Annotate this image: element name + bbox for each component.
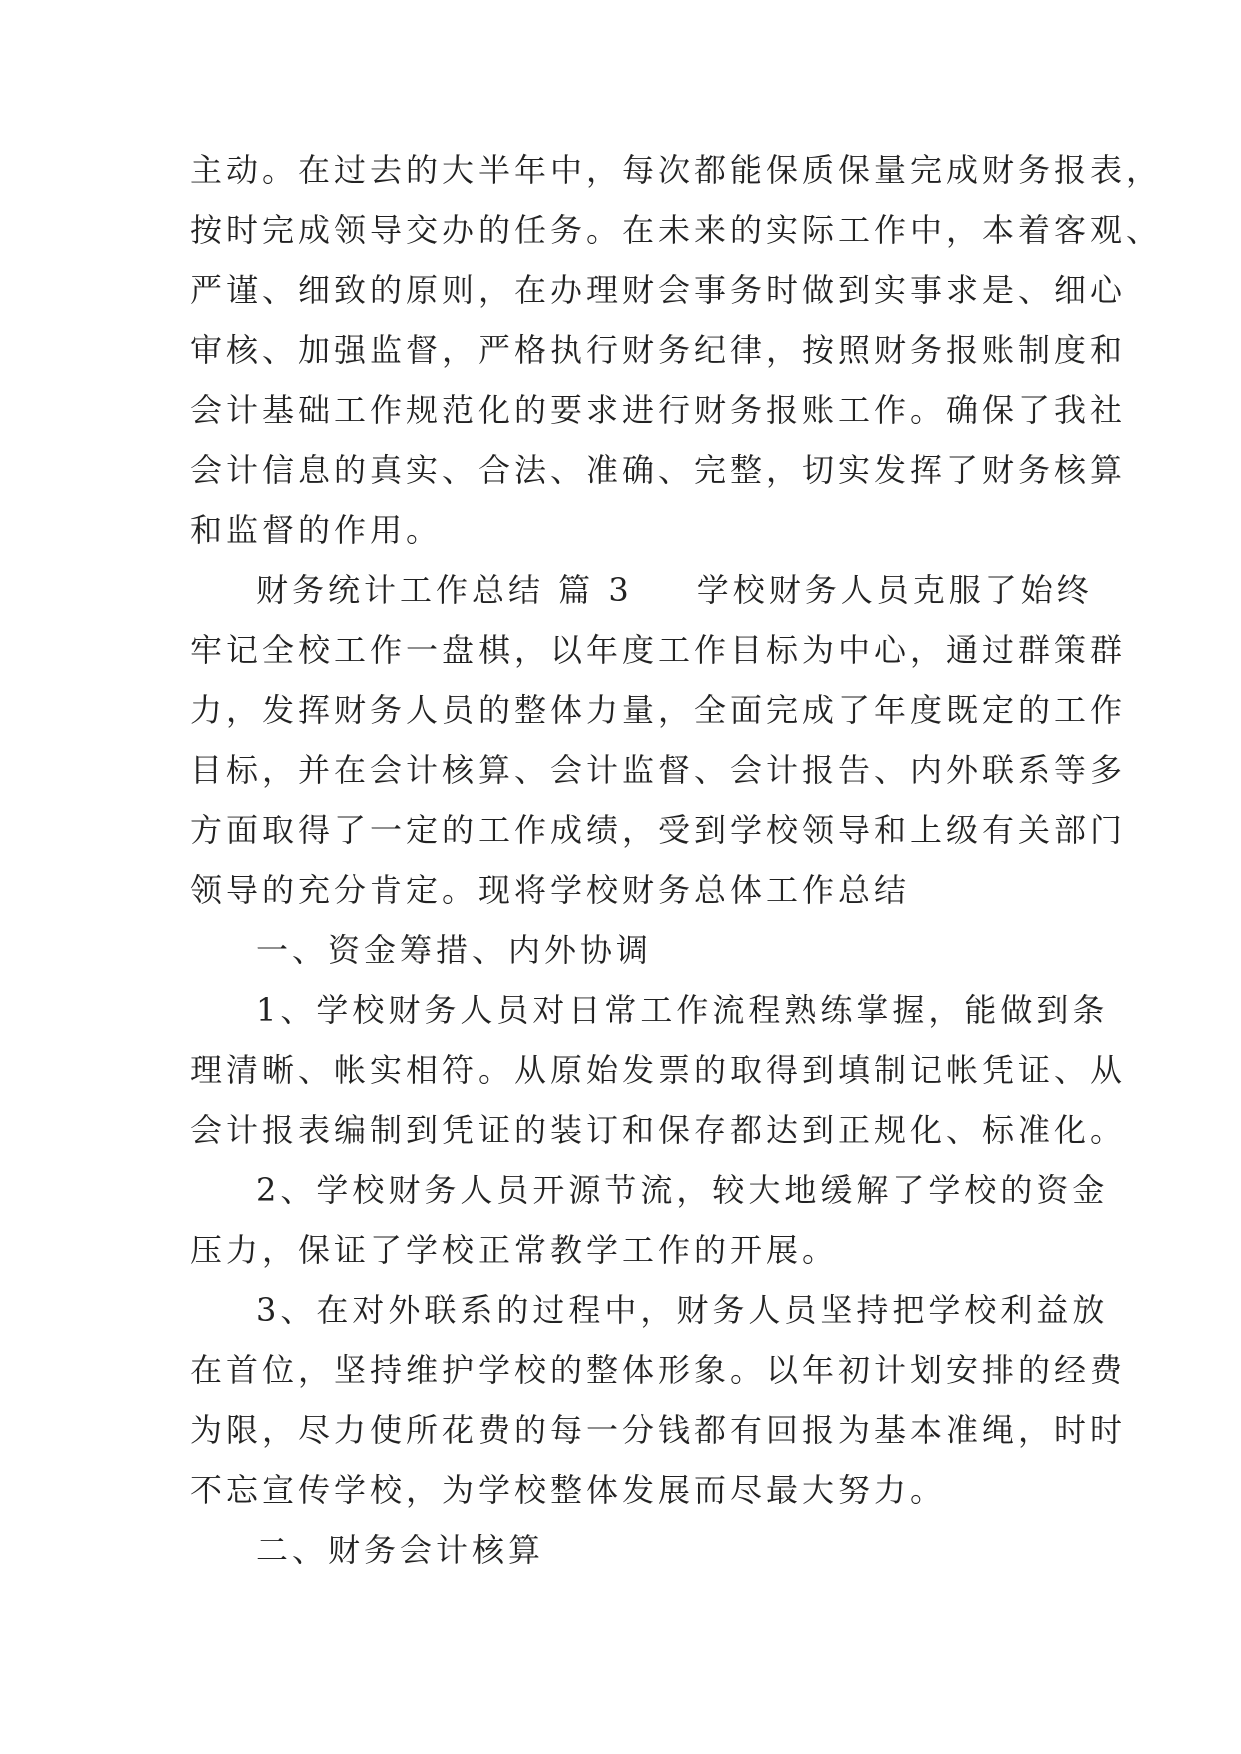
- body-line: 领导的充分肯定。现将学校财务总体工作总结: [190, 871, 911, 909]
- item-three-line: 3、在对外联系的过程中，财务人员坚持把学校利益放: [256, 1291, 1109, 1329]
- body-line: 会计基础工作规范化的要求进行财务报账工作。确保了我社: [190, 391, 1127, 429]
- item-three-line: 在首位，坚持维护学校的整体形象。以年初计划安排的经费: [190, 1351, 1127, 1389]
- heading-one: 一、资金筹措、内外协调: [256, 931, 653, 969]
- body-line: 方面取得了一定的工作成绩，受到学校领导和上级有关部门: [190, 811, 1127, 849]
- section-heading: 财务统计工作总结 篇 3: [256, 571, 633, 609]
- body-line: 按时完成领导交办的任务。在未来的实际工作中，本着客观、: [190, 211, 1163, 249]
- body-line: 牢记全校工作一盘棋，以年度工作目标为中心，通过群策群: [190, 631, 1127, 669]
- item-two-line: 压力，保证了学校正常教学工作的开展。: [190, 1231, 839, 1269]
- item-one-line: 理清晰、帐实相符。从原始发票的取得到填制记帐凭证、从: [190, 1051, 1127, 1089]
- section-heading-line: [256, 570, 1093, 610]
- body-line: 审核、加强监督，严格执行财务纪律，按照财务报账制度和: [190, 331, 1127, 369]
- item-three-line: 不忘宣传学校，为学校整体发展而尽最大努力。: [190, 1471, 947, 1509]
- body-line: 目标，并在会计核算、会计监督、会计报告、内外联系等多: [190, 751, 1127, 789]
- section-first-text: 学校财务人员克服了始终: [696, 571, 1093, 609]
- body-line: 力，发挥财务人员的整体力量，全面完成了年度既定的工作: [190, 691, 1127, 729]
- body-line: 主动。在过去的大半年中，每次都能保质保量完成财务报表，: [190, 151, 1163, 189]
- heading-two: 二、财务会计核算: [256, 1531, 545, 1569]
- body-line: 会计信息的真实、合法、准确、完整，切实发挥了财务核算: [190, 451, 1127, 489]
- item-one-line: 1、学校财务人员对日常工作流程熟练掌握，能做到条: [256, 991, 1109, 1029]
- item-two-line: 2、学校财务人员开源节流，较大地缓解了学校的资金: [256, 1171, 1109, 1209]
- item-one-line: 会计报表编制到凭证的装订和保存都达到正规化、标准化。: [190, 1111, 1127, 1149]
- item-three-line: 为限，尽力使所花费的每一分钱都有回报为基本准绳，时时: [190, 1411, 1127, 1449]
- body-line: 和监督的作用。: [190, 511, 443, 549]
- body-line: 严谨、细致的原则，在办理财会事务时做到实事求是、细心: [190, 271, 1127, 309]
